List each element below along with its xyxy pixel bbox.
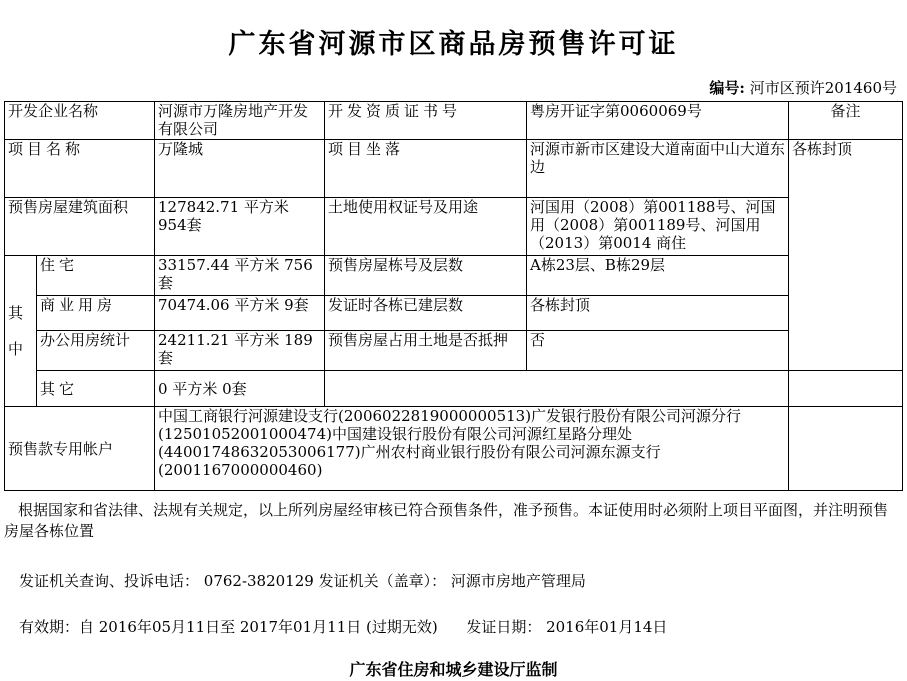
certificate-number: [709, 77, 897, 98]
residential-label: 住宅: [37, 256, 155, 296]
account-label: 预售款专用帐户: [5, 407, 155, 491]
certificate-number-label: 编号:: [709, 79, 745, 97]
developer-value: 河源市万隆房地产开发有限公司: [155, 102, 325, 140]
validity-line: 有效期：自 2016年05月11日至 2017年01月11日 (过期无效) 发证日期： 2016年01月14日: [19, 618, 668, 636]
qualification-label: 开发资质证书号: [325, 102, 527, 140]
developer-label: 开发企业名称: [5, 102, 155, 140]
building-no-value: A栋23层、B栋29层: [527, 256, 789, 296]
presale-area-label: 预售房屋建筑面积: [5, 198, 155, 256]
remark-value: 各栋封顶: [789, 140, 903, 371]
built-floors-value: 各栋封顶: [527, 296, 789, 331]
mortgage-label: 预售房屋占用土地是否抵押: [325, 331, 527, 371]
land-cert-value: 河国用（2008）第001188号、河国用（2008）第001189号、河国用（2013）第0014 商住: [527, 198, 789, 256]
qualification-value: 粤房开证字第0060069号: [527, 102, 789, 140]
land-cert-label: 土地使用权证号及用途: [325, 198, 527, 256]
account-blank: [789, 407, 903, 491]
blank-cell: [325, 371, 789, 407]
certificate-number-value: 河市区预许201460号: [749, 79, 897, 97]
mortgage-value: 否: [527, 331, 789, 371]
certificate-title: 广东省河源市区商品房预售许可证: [228, 29, 679, 60]
contact-line: 发证机关查询、投诉电话： 0762-3820129 发证机关（盖章）： 河源市房地产管理局: [19, 572, 586, 590]
remark-blank-2: [789, 371, 903, 407]
location-value: 河源市新市区建设大道南面中山大道东边: [527, 140, 789, 198]
office-value: 24211.21 平方米 189套: [155, 331, 325, 371]
residential-value: 33157.44 平方米 756套: [155, 256, 325, 296]
other-value: 0 平方米 0套: [155, 371, 325, 407]
account-value: 中国工商银行河源建设支行(2006022819000000513)广发银行股份有限公司河源分行(12501052001000474)中国建设银行股份有限公司河源红星路分理处(44001748632053006177)广州农村商业银行股份有限公司河源东源支行(2001167000000460): [155, 407, 789, 491]
permit-table: [4, 101, 903, 491]
project-label: 项目名称: [5, 140, 155, 198]
commercial-value: 70474.06 平方米 9套: [155, 296, 325, 331]
office-label: 办公用房统计: [37, 331, 155, 371]
building-no-label: 预售房屋栋号及层数: [325, 256, 527, 296]
footer-supervisor: 广东省住房和城乡建设厅监制: [349, 660, 558, 679]
built-floors-label: 发证时各栋已建层数: [325, 296, 527, 331]
of-which-label: 其中: [5, 256, 37, 407]
remark-label: 备注: [789, 102, 903, 140]
project-value: 万隆城: [155, 140, 325, 198]
commercial-label: 商业用房: [37, 296, 155, 331]
presale-area-value: 127842.71 平方米 954套: [155, 198, 325, 256]
location-label: 项目坐落: [325, 140, 527, 198]
other-label: 其它: [37, 371, 155, 407]
statement: 根据国家和省法律、法规有关规定，以上所列房屋经审核已符合预售条件，准予预售。本证使用时必须附上项目平面图，并注明预售房屋各栋位置: [4, 501, 889, 540]
